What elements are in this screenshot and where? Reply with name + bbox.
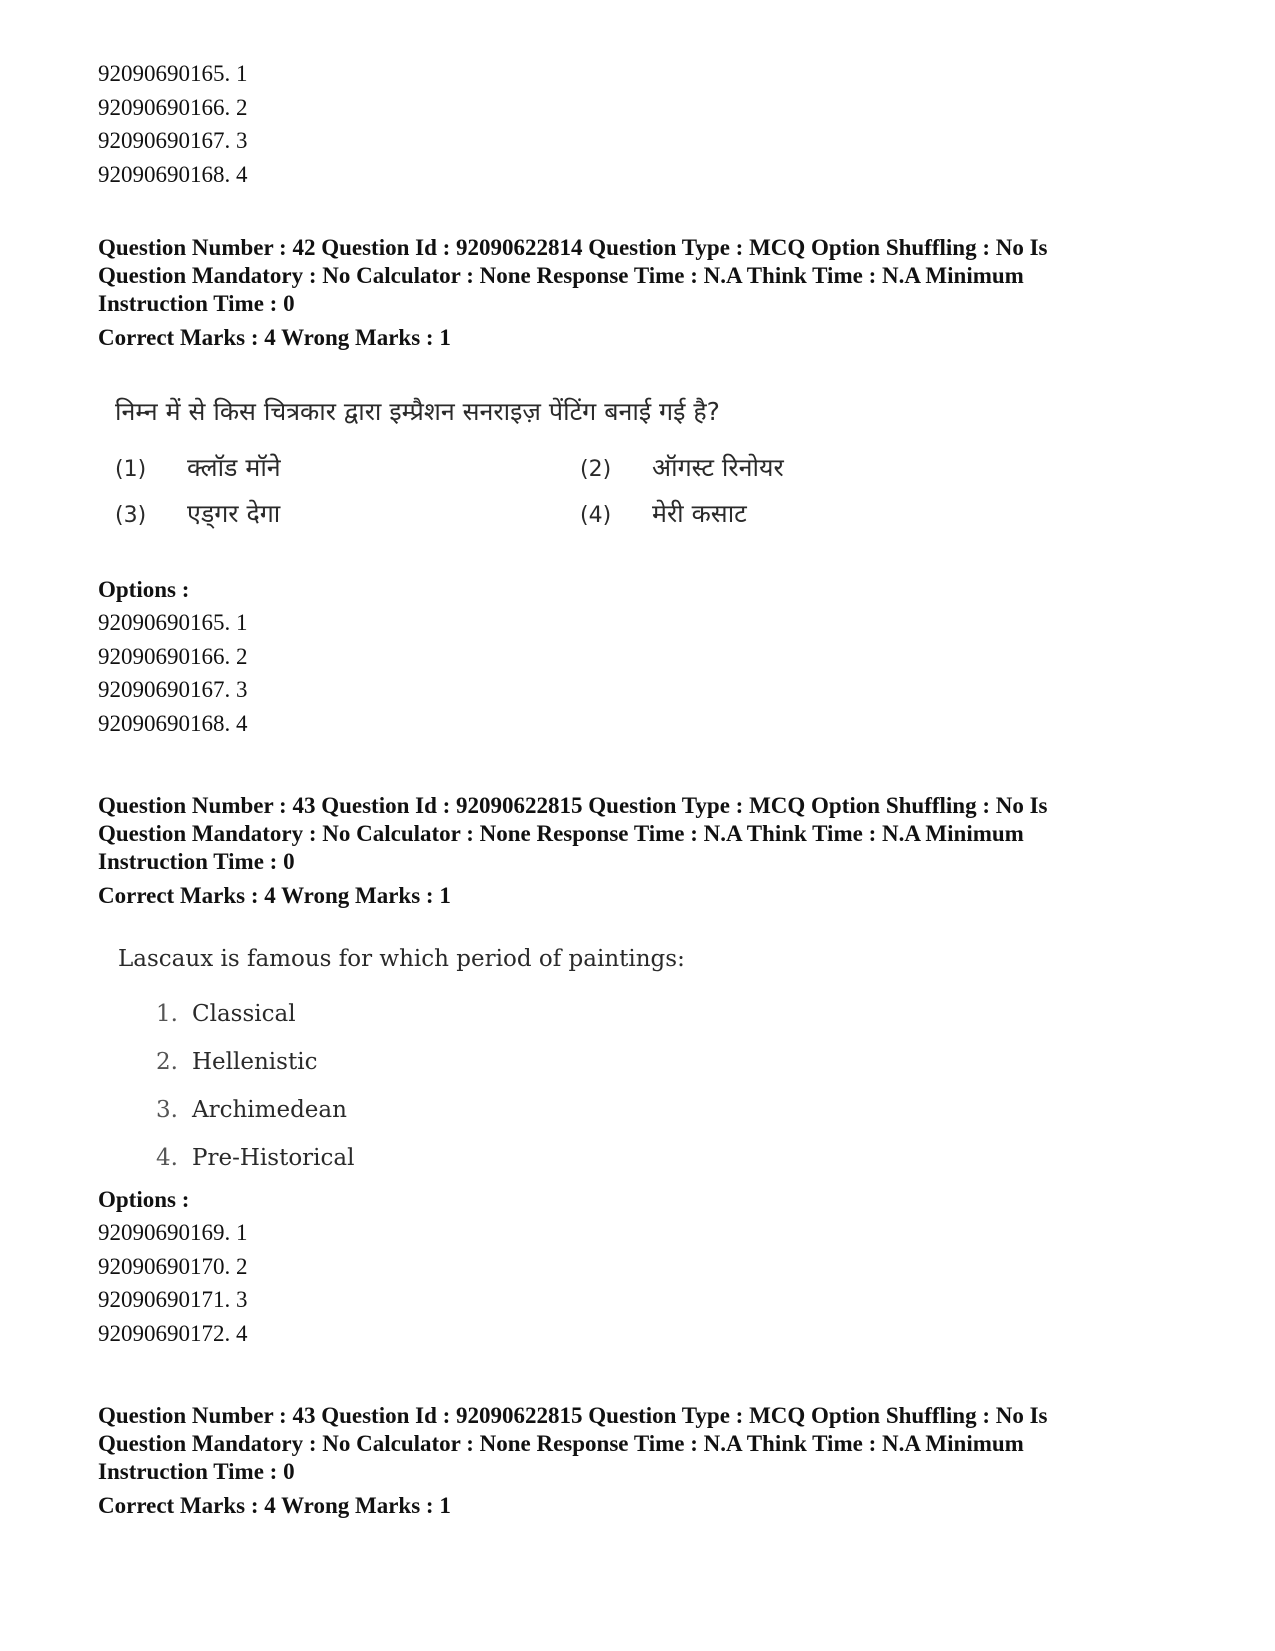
question-meta-line: Question Mandatory : No Calculator : None Response Time : N.A Think Time : N.A Minimum [98,263,1024,288]
question-43-repeat-header [98,1402,1178,1520]
options-heading: Options : [98,1187,190,1212]
option-line: 92090690168. 4 [98,161,248,187]
option-line: 92090690172. 4 [98,1320,248,1346]
question-meta-line: Question Mandatory : No Calculator : None Response Time : N.A Think Time : N.A Minimum [98,1431,1024,1456]
question-42-body [115,392,935,542]
choice-text: एड्गर देगा [187,499,281,528]
choice-text: ऑगस्ट रिनोयर [652,453,784,482]
option-line: 92090690166. 2 [98,643,248,669]
question-meta-line: Question Mandatory : No Calculator : None Response Time : N.A Think Time : N.A Minimum [98,821,1024,846]
option-line: 92090690166. 2 [98,94,248,120]
question-meta-line: Question Number : 42 Question Id : 92090622814 Question Type : MCQ Option Shuffling : No Is [98,235,1048,260]
question-43-options [98,1183,1178,1350]
choice-number: 4. [156,1145,178,1171]
choice-text: Classical [192,1001,296,1027]
answer-choice [115,450,281,484]
option-line: 92090690168. 4 [98,710,248,736]
option-line: 92090690167. 3 [98,677,248,702]
answer-choices [118,990,818,1182]
option-line: 92090690167. 3 [98,128,248,153]
option-line: 92090690171. 3 [98,1287,248,1312]
question-meta-line: Instruction Time : 0 [98,849,295,874]
choice-text: Hellenistic [192,1049,318,1075]
answer-choice [580,496,747,530]
question-meta-line: Instruction Time : 0 [98,291,295,316]
answer-choice [156,1038,818,1086]
choice-text: Pre-Historical [192,1145,355,1171]
answer-choice [156,1134,818,1182]
choice-number: (1) [115,457,147,482]
previous-options-list [98,57,1178,191]
options-heading: Options : [98,577,190,602]
question-marks: Correct Marks : 4 Wrong Marks : 1 [98,1493,451,1518]
question-meta-line: Instruction Time : 0 [98,1459,295,1484]
option-line: 92090690170. 2 [98,1253,248,1279]
question-meta-line: Question Number : 43 Question Id : 92090622815 Question Type : MCQ Option Shuffling : No Is [98,793,1048,818]
choice-text: क्लॉड मॉनेे [187,453,281,482]
question-marks: Correct Marks : 4 Wrong Marks : 1 [98,883,451,908]
choice-number: 3. [156,1097,178,1123]
option-line: 92090690165. 1 [98,61,248,86]
question-43-header [98,792,1178,910]
choice-number: (4) [580,503,612,528]
question-42-header [98,234,1178,352]
choice-text: Archimedean [192,1097,347,1123]
question-marks: Correct Marks : 4 Wrong Marks : 1 [98,325,451,350]
option-line: 92090690169. 1 [98,1220,248,1245]
question-text: निम्न में से किस चित्रकार द्वारा इम्प्रैशन सनराइज़ पेंटिंग बनाई गई है? [115,397,720,426]
answer-choice [156,990,818,1038]
question-meta-line: Question Number : 43 Question Id : 92090622815 Question Type : MCQ Option Shuffling : No Is [98,1403,1048,1428]
question-43-body [118,944,818,1182]
answer-choice [115,496,280,530]
question-42-options [98,573,1178,740]
question-text: Lascaux is famous for which period of paintings: [118,946,685,972]
choice-text: मेरी कसाट [652,499,747,528]
choice-number: (3) [115,503,147,528]
answer-choices [115,442,935,542]
choice-number: 1. [156,1001,178,1027]
choice-number: 2. [156,1049,178,1075]
choice-number: (2) [580,457,612,482]
answer-choice [580,450,784,484]
option-line: 92090690165. 1 [98,610,248,635]
answer-choice [156,1086,818,1134]
